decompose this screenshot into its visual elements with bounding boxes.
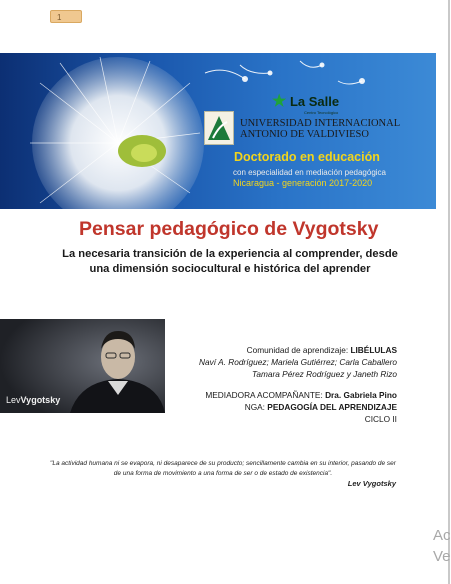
members-text2: Tamara Pérez Rodríguez y Janeth Rizo xyxy=(252,369,397,379)
lasalle-logo-subtext: Centro Tecnológico xyxy=(304,110,339,115)
lasalle-logo-text: La Salle xyxy=(289,94,340,109)
university-name-line2: ANTONIO DE VALDIVIESO xyxy=(240,129,369,140)
nga-label: NGA: xyxy=(244,402,268,412)
members-line2 xyxy=(252,369,397,379)
mediator-label: MEDIADORA ACOMPAÑANTE: xyxy=(205,390,326,400)
quote-author: Lev Vygotsky xyxy=(347,479,396,488)
portrait-caption xyxy=(6,395,60,405)
community-value: LIBÉLULAS xyxy=(350,345,397,355)
portrait-caption-first: Lev xyxy=(6,395,21,405)
star-icon: ★ xyxy=(272,93,287,110)
cycle: CICLO II xyxy=(364,414,397,424)
university-name-line1: UNIVERSIDAD INTERNACIONAL xyxy=(240,118,401,129)
program-title: Doctorado en educación xyxy=(234,150,380,164)
document-subtitle: La necesaria transición de la experiencia al comprender, desde una dimensión sociocultural e histórica del aprender xyxy=(62,248,398,275)
mediator-value: Dra. Gabriela Pino xyxy=(325,390,397,400)
lasalle-logo xyxy=(272,91,339,111)
members-text1: Naví A. Rodríguez; Mariela Gutiérrez; Carla Caballero xyxy=(199,357,397,367)
vygotsky-quote: "La actividad humana ni se evapora, ni desaparece de su producto; sencillamente cambia en su interior, pasando de ser de una forma de movimiento a una forma de ser o de estado de existencia". xyxy=(50,460,396,477)
header-banner xyxy=(0,53,436,209)
nga xyxy=(245,402,397,412)
page-number-badge[interactable]: 1 xyxy=(50,10,82,23)
members-line1 xyxy=(199,357,397,367)
document-title: Pensar pedagógico de Vygotsky xyxy=(79,218,379,240)
university-logo xyxy=(204,111,234,145)
program-subtitle: con especialidad en mediación pedagógica xyxy=(233,168,386,177)
activation-watermark-line1: Ac xyxy=(433,527,451,544)
community-label: Comunidad de aprendizaje: xyxy=(246,345,351,355)
program-location-cohort: Nicaragua - generación 2017-2020 xyxy=(233,178,373,188)
vygotsky-portrait xyxy=(0,319,165,413)
page-edge-divider xyxy=(448,0,450,584)
mediator xyxy=(205,390,397,400)
activation-watermark-line2: Ve xyxy=(433,548,451,565)
portrait-caption-last: Vygotsky xyxy=(20,395,61,405)
nga-value: PEDAGOGÍA DEL APRENDIZAJE xyxy=(267,402,397,412)
learning-community xyxy=(247,345,397,355)
